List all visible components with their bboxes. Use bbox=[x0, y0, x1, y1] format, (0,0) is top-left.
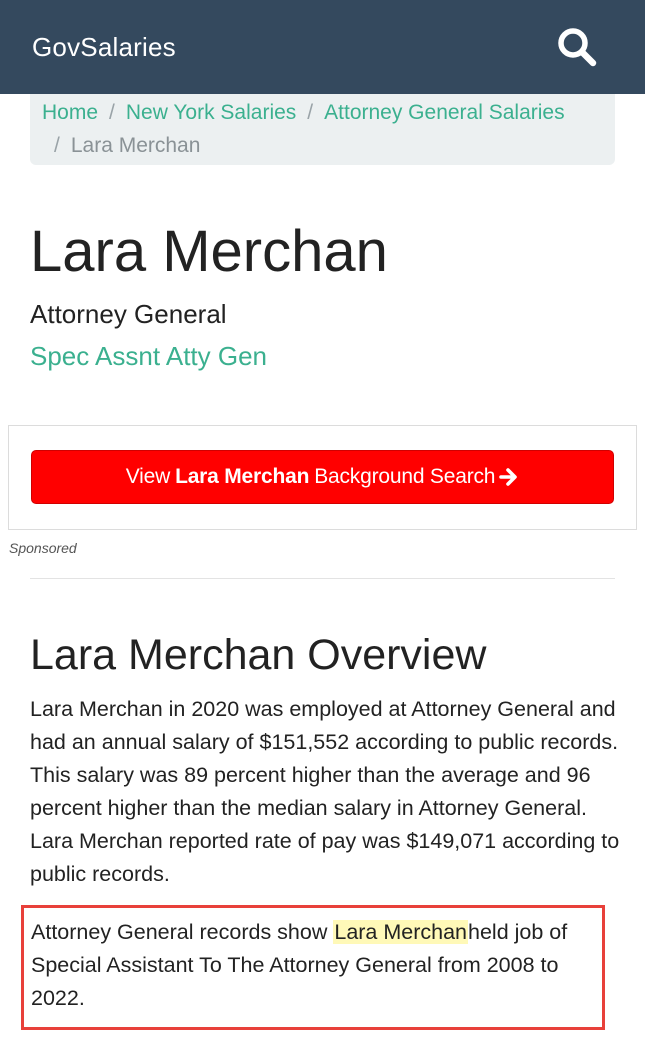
employer-name: Attorney General bbox=[30, 299, 227, 329]
sponsored-ad-box bbox=[8, 425, 637, 530]
breadcrumb-separator: / bbox=[109, 101, 115, 124]
records-suffix: held job of Special Assistant To The Attorney General from 2008 to 2022. bbox=[31, 920, 568, 1010]
section-divider bbox=[30, 578, 615, 579]
site-logo[interactable]: GovSalaries bbox=[32, 31, 176, 62]
breadcrumb-separator: / bbox=[307, 101, 314, 124]
records-prefix: Attorney General records show bbox=[31, 920, 328, 944]
cta-prefix: View bbox=[125, 465, 171, 488]
highlighted-name: Lara Merchan bbox=[334, 920, 468, 944]
job-title-link[interactable]: Spec Assnt Atty Gen bbox=[30, 341, 268, 371]
arrow-right-icon bbox=[499, 467, 519, 487]
search-icon[interactable] bbox=[555, 25, 599, 69]
sponsored-label: Sponsored bbox=[9, 540, 77, 556]
top-navbar bbox=[0, 0, 645, 94]
records-paragraph bbox=[31, 916, 597, 1015]
breadcrumb bbox=[30, 94, 615, 165]
overview-paragraph: Lara Merchan in 2020 was employed at Attorney General and had an annual salary of $151,552 according to public records. This salary was 89 percent higher than the average and 96 percent higher than the median salary in Attorney General. Lara Merchan reported rate of pay was $149,071 according to public records. bbox=[30, 697, 620, 886]
breadcrumb-home-link[interactable]: Home bbox=[42, 101, 99, 124]
breadcrumb-agency-link[interactable]: Attorney General Salaries bbox=[324, 101, 565, 124]
cta-person-name: Lara Merchan bbox=[175, 465, 310, 488]
breadcrumb-state-link[interactable]: New York Salaries bbox=[125, 101, 297, 124]
page-title: Lara Merchan bbox=[30, 219, 388, 284]
breadcrumb-current: Lara Merchan bbox=[70, 134, 201, 157]
records-callout bbox=[21, 905, 605, 1030]
cta-suffix: Background Search bbox=[314, 465, 496, 488]
breadcrumb-separator: / bbox=[54, 134, 60, 157]
background-search-button[interactable] bbox=[31, 450, 614, 504]
overview-heading: Lara Merchan Overview bbox=[30, 631, 487, 679]
